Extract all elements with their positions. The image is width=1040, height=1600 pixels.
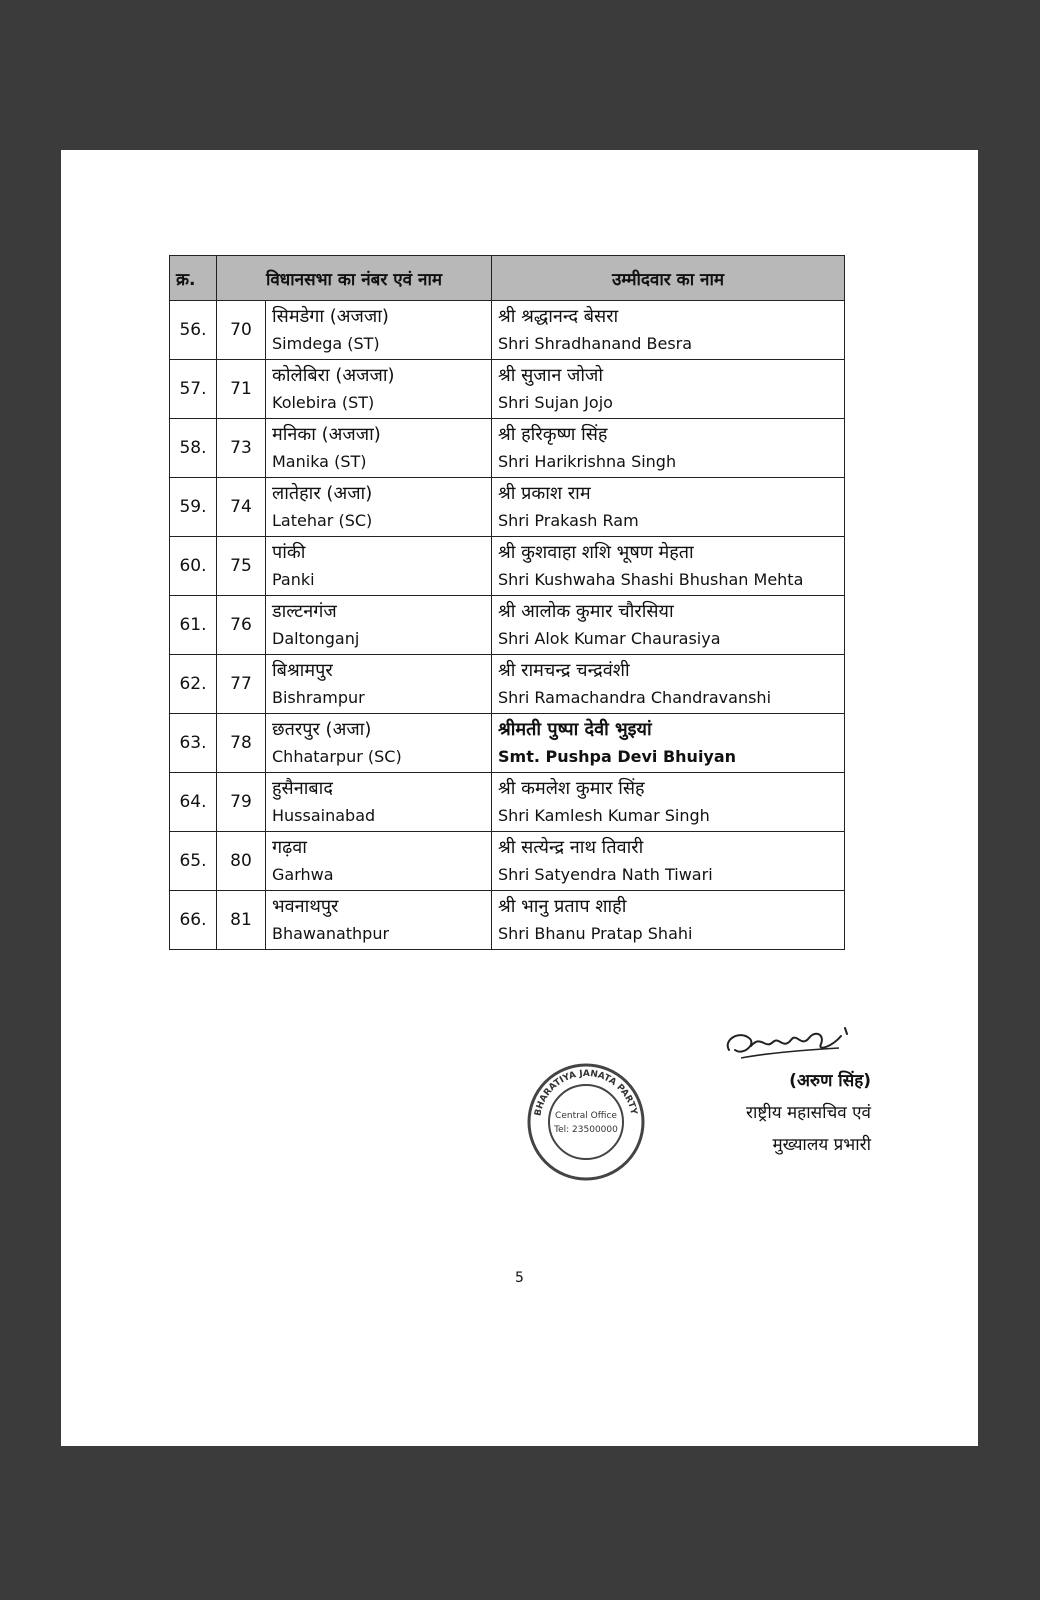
- serial-cell: 59.: [170, 478, 217, 537]
- table-row: [170, 360, 845, 419]
- constituency-name-english: Chhatarpur (SC): [272, 747, 402, 766]
- document-page: [61, 150, 978, 1446]
- constituency-name-hindi: डाल्टनगंज: [272, 601, 337, 622]
- candidate-name-cell: [492, 478, 845, 537]
- candidate-name-cell: [492, 714, 845, 773]
- constituency-name-english: Manika (ST): [272, 452, 367, 471]
- candidate-name-english: Shri Satyendra Nath Tiwari: [498, 865, 713, 884]
- constituency-name-cell: [266, 832, 492, 891]
- serial-cell: 60.: [170, 537, 217, 596]
- constituency-name-cell: [266, 301, 492, 360]
- serial-cell: 65.: [170, 832, 217, 891]
- constituency-number-cell: 70: [217, 301, 266, 360]
- constituency-name-cell: [266, 478, 492, 537]
- signatory-role-line2: मुख्यालय प्रभारी: [772, 1135, 871, 1155]
- serial-cell: 57.: [170, 360, 217, 419]
- constituency-name-english: Simdega (ST): [272, 334, 380, 353]
- candidate-table: [169, 255, 845, 950]
- constituency-name-cell: [266, 537, 492, 596]
- svg-text:Central Office: Central Office: [555, 1111, 617, 1121]
- signatory-role-line1: राष्ट्रीय महासचिव एवं: [746, 1103, 871, 1123]
- constituency-name-hindi: पांकी: [272, 542, 306, 563]
- table-row: [170, 714, 845, 773]
- candidate-name-english: Smt. Pushpa Devi Bhuiyan: [498, 747, 737, 766]
- svg-text:BHARATIYA JANATA PARTY: BHARATIYA JANATA PARTY: [533, 1068, 639, 1117]
- constituency-name-english: Bhawanathpur: [272, 924, 390, 943]
- constituency-name-hindi: कोलेबिरा (अजजा): [272, 365, 395, 386]
- svg-text:Tel: 23500000: Tel: 23500000: [554, 1125, 618, 1135]
- constituency-name-cell: [266, 596, 492, 655]
- candidate-name-cell: [492, 301, 845, 360]
- candidate-name-english: Shri Kamlesh Kumar Singh: [498, 806, 710, 825]
- candidate-name-cell: [492, 655, 845, 714]
- candidate-name-cell: [492, 419, 845, 478]
- constituency-name-hindi: गढ़वा: [272, 837, 307, 858]
- constituency-name-english: Bishrampur: [272, 688, 365, 707]
- candidate-name-hindi: श्री कुशवाहा शशि भूषण मेहता: [498, 542, 694, 563]
- constituency-name-english: Panki: [272, 570, 315, 589]
- candidate-name-hindi: श्री हरिकृष्ण सिंह: [498, 424, 608, 445]
- constituency-name-english: Garhwa: [272, 865, 334, 884]
- signature-mark: [721, 1020, 861, 1070]
- serial-cell: 63.: [170, 714, 217, 773]
- table-row: [170, 832, 845, 891]
- constituency-number-cell: 71: [217, 360, 266, 419]
- candidate-name-hindi: श्री कमलेश कुमार सिंह: [498, 778, 645, 799]
- constituency-name-cell: [266, 891, 492, 950]
- candidate-name-hindi: श्री भानु प्रताप शाही: [498, 896, 627, 917]
- table-row: [170, 478, 845, 537]
- candidate-name-hindi: श्री प्रकाश राम: [498, 483, 591, 504]
- constituency-name-english: Daltonganj: [272, 629, 360, 648]
- header-constituency: विधानसभा का नंबर एवं नाम: [217, 256, 492, 301]
- candidate-name-english: Shri Sujan Jojo: [498, 393, 613, 412]
- serial-cell: 66.: [170, 891, 217, 950]
- candidate-name-hindi: श्री सुजान जोजो: [498, 365, 604, 386]
- table-header-row: [170, 256, 845, 301]
- constituency-number-cell: 73: [217, 419, 266, 478]
- candidate-name-english: Shri Kushwaha Shashi Bhushan Mehta: [498, 570, 804, 589]
- constituency-name-english: Latehar (SC): [272, 511, 373, 530]
- constituency-name-cell: [266, 419, 492, 478]
- candidate-name-hindi: श्री रामचन्द्र चन्द्रवंशी: [498, 660, 630, 681]
- constituency-name-hindi: सिमडेगा (अजजा): [272, 306, 389, 327]
- constituency-name-english: Hussainabad: [272, 806, 376, 825]
- candidate-name-hindi: श्रीमती पुष्पा देवी भुइयां: [498, 719, 652, 740]
- constituency-name-hindi: छतरपुर (अजा): [272, 719, 372, 740]
- constituency-name-cell: [266, 360, 492, 419]
- candidate-name-hindi: श्री आलोक कुमार चौरसिया: [498, 601, 674, 622]
- constituency-number-cell: 76: [217, 596, 266, 655]
- constituency-number-cell: 79: [217, 773, 266, 832]
- constituency-name-hindi: लातेहार (अजा): [272, 483, 373, 504]
- constituency-name-hindi: मनिका (अजजा): [272, 424, 381, 445]
- candidate-name-cell: [492, 891, 845, 950]
- constituency-number-cell: 80: [217, 832, 266, 891]
- table-row: [170, 537, 845, 596]
- constituency-name-hindi: हुसैनाबाद: [272, 778, 333, 799]
- constituency-number-cell: 81: [217, 891, 266, 950]
- page-number: 5: [515, 1270, 524, 1286]
- candidate-name-english: Shri Prakash Ram: [498, 511, 639, 530]
- candidate-name-english: Shri Harikrishna Singh: [498, 452, 677, 471]
- constituency-name-hindi: भवनाथपुर: [272, 896, 339, 917]
- constituency-name-hindi: बिश्रामपुर: [272, 660, 333, 681]
- constituency-number-cell: 75: [217, 537, 266, 596]
- constituency-name-cell: [266, 655, 492, 714]
- serial-cell: 61.: [170, 596, 217, 655]
- constituency-number-cell: 74: [217, 478, 266, 537]
- candidate-name-english: Shri Bhanu Pratap Shahi: [498, 924, 693, 943]
- candidate-name-cell: [492, 832, 845, 891]
- serial-cell: 62.: [170, 655, 217, 714]
- table-row: [170, 596, 845, 655]
- header-serial: क्र.: [170, 256, 217, 301]
- serial-cell: 58.: [170, 419, 217, 478]
- candidate-name-hindi: श्री सत्येन्द्र नाथ तिवारी: [498, 837, 644, 858]
- candidate-name-cell: [492, 596, 845, 655]
- candidate-name-cell: [492, 773, 845, 832]
- table-row: [170, 419, 845, 478]
- constituency-name-cell: [266, 714, 492, 773]
- table-row: [170, 773, 845, 832]
- serial-cell: 56.: [170, 301, 217, 360]
- table-row: [170, 655, 845, 714]
- constituency-number-cell: 77: [217, 655, 266, 714]
- candidate-name-hindi: श्री श्रद्धानन्द बेसरा: [498, 306, 619, 327]
- candidate-name-english: Shri Shradhanand Besra: [498, 334, 693, 353]
- signatory-name: (अरुण सिंह): [789, 1071, 871, 1091]
- party-seal-stamp: [524, 1060, 648, 1184]
- candidate-name-cell: [492, 360, 845, 419]
- constituency-name-english: Kolebira (ST): [272, 393, 375, 412]
- header-candidate: उम्मीदवार का नाम: [492, 256, 845, 301]
- candidate-name-english: Shri Alok Kumar Chaurasiya: [498, 629, 721, 648]
- candidate-name-english: Shri Ramachandra Chandravanshi: [498, 688, 772, 707]
- serial-cell: 64.: [170, 773, 217, 832]
- table-row: [170, 891, 845, 950]
- constituency-name-cell: [266, 773, 492, 832]
- candidate-name-cell: [492, 537, 845, 596]
- table-row: [170, 301, 845, 360]
- constituency-number-cell: 78: [217, 714, 266, 773]
